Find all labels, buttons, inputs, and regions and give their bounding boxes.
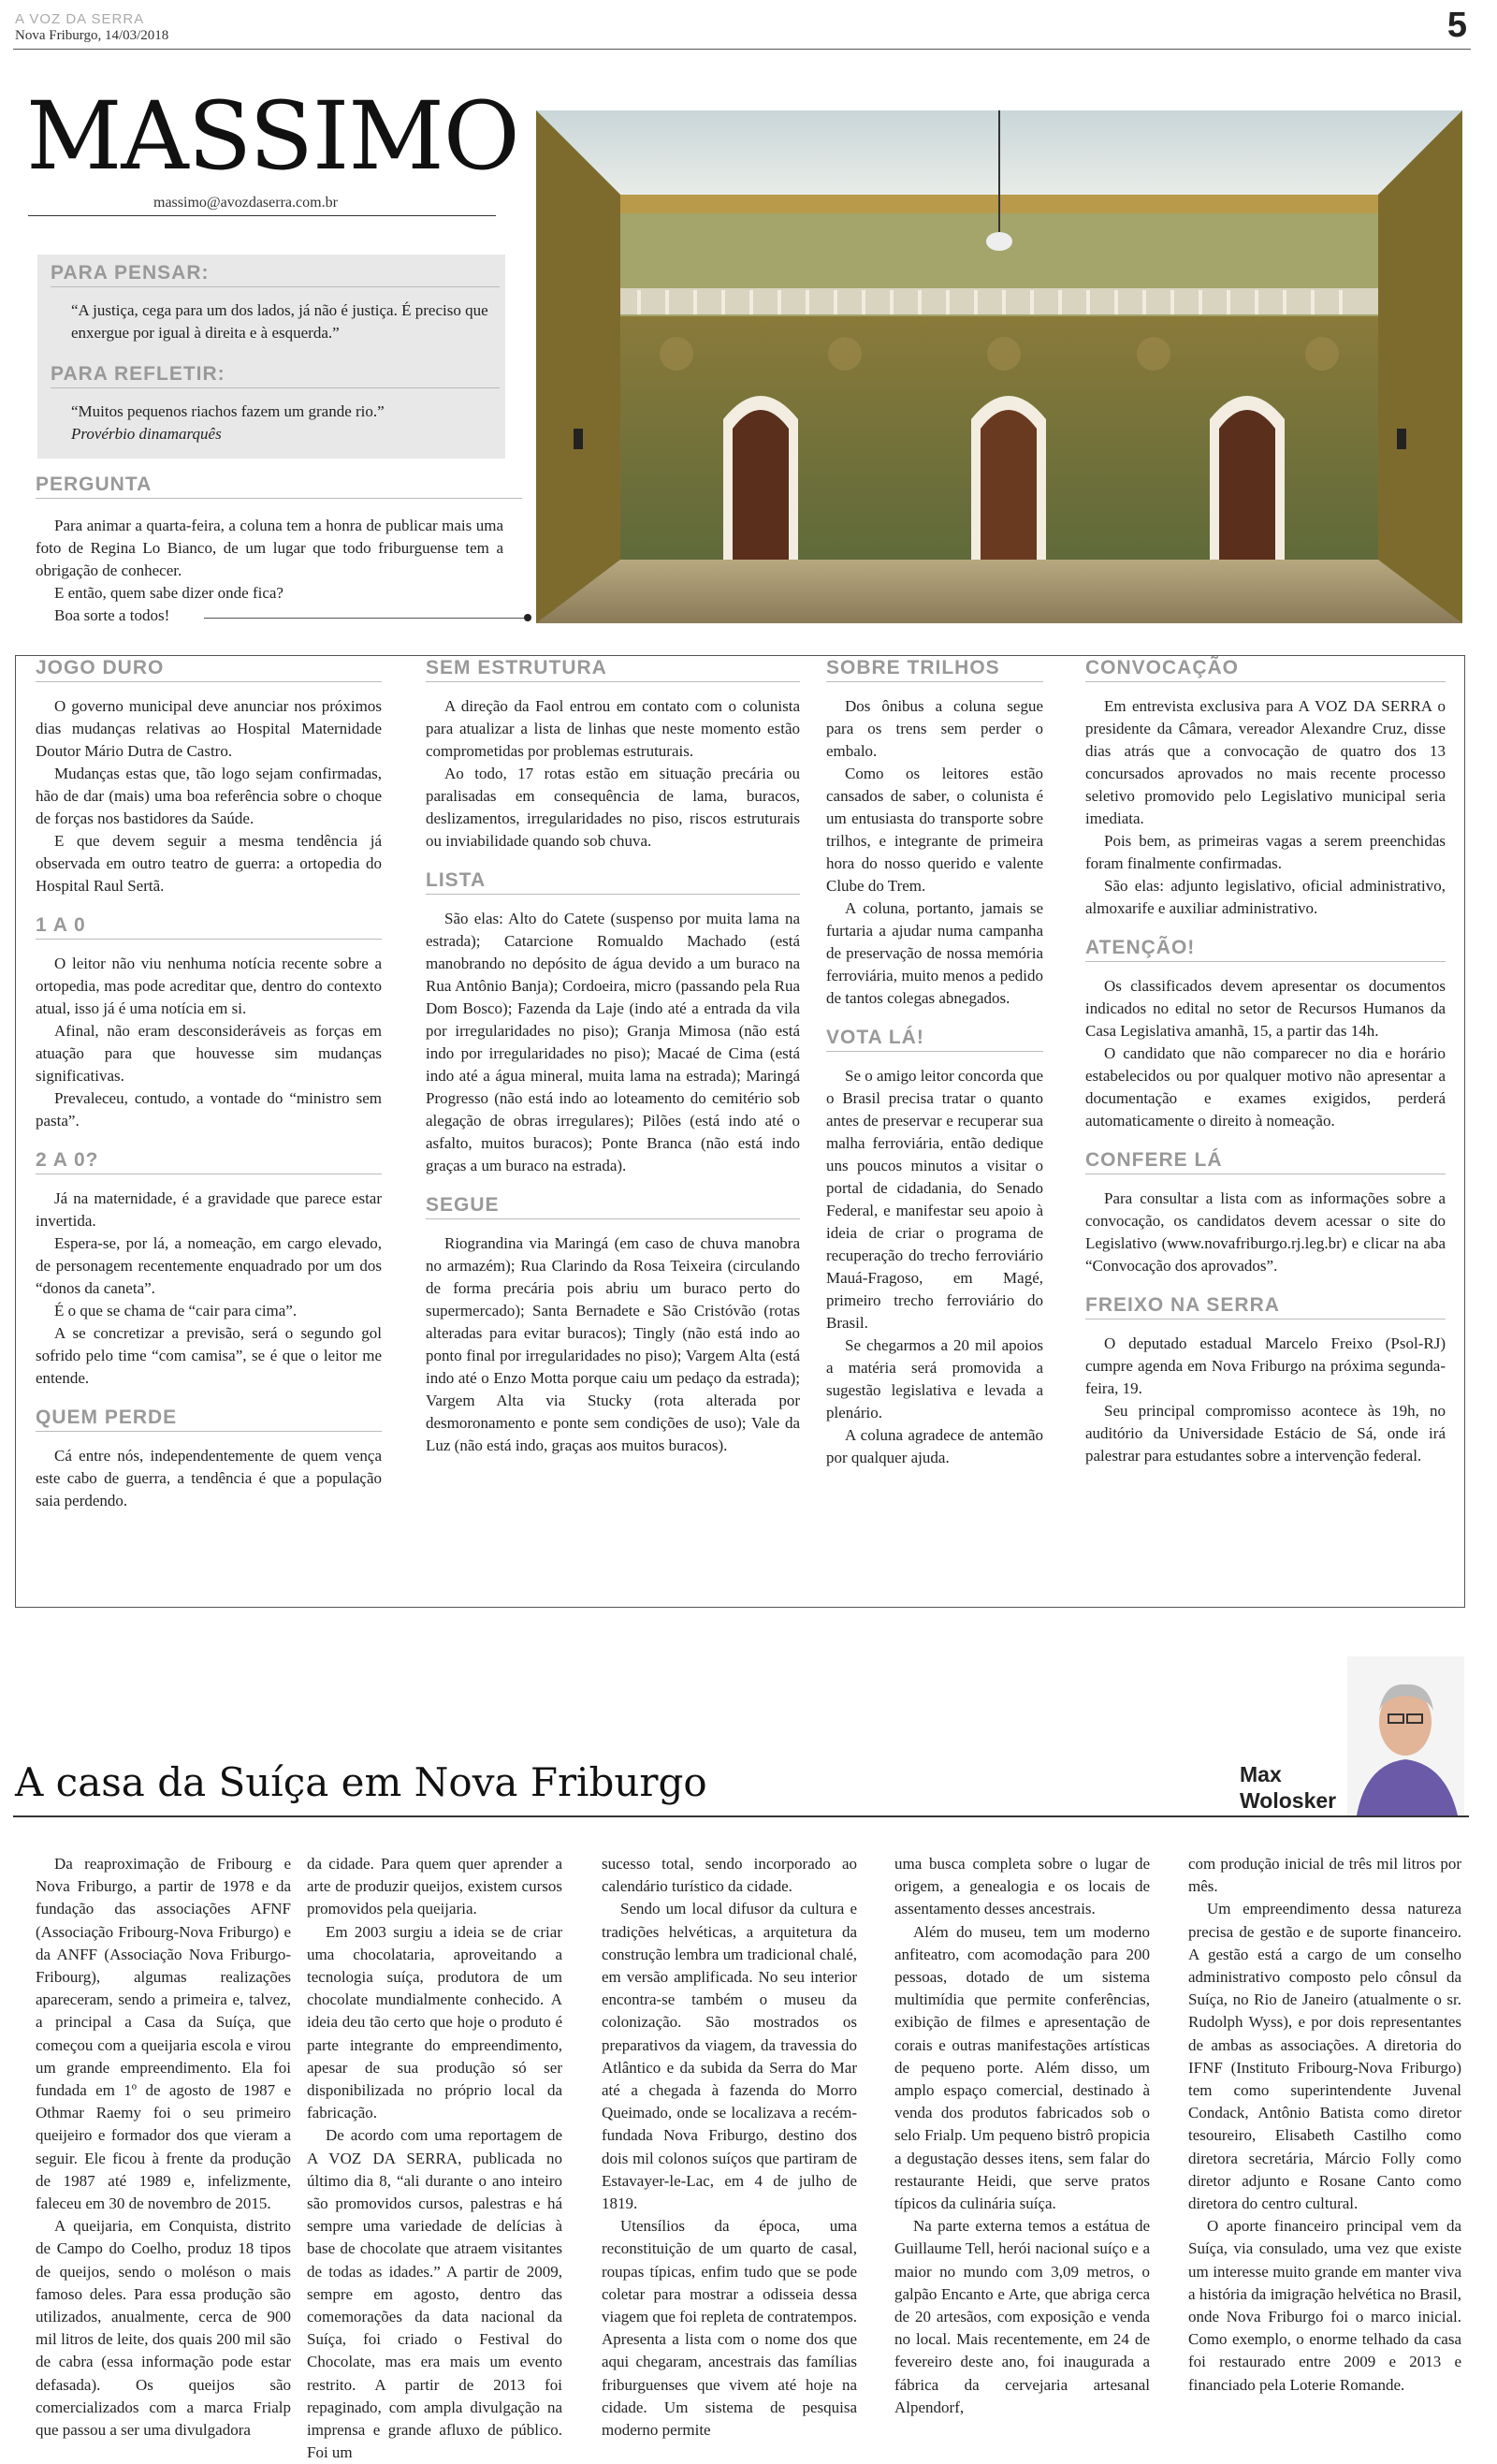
header-divider [13, 49, 1471, 50]
article-col-5 [1188, 1853, 1461, 2397]
title-divider [28, 215, 496, 216]
vota-la-heading: VOTA LÁ! [826, 1027, 1043, 1052]
article-col-2 [307, 1853, 562, 2464]
article-divider [13, 1815, 1469, 1817]
notes-col-1 [36, 657, 382, 1512]
dois-a-zero-heading: 2 A 0? [36, 1149, 382, 1174]
jogo-duro-p2: Mudanças estas que, tão logo sejam confirmadas, hão de dar (mais) uma boa referência sobre o choque de forças nos bastidores da Saúde. [36, 765, 382, 827]
vota-la-p1: Se o amigo leitor concorda que o Brasil precisa tratar o quanto antes de preservar e recuperar sua malha ferroviária, então dedique uns poucos minutos a visitar o portal de cidadania, do Senado Federal, e manifestar seu apoio à ideia de criar o programa de recuperação do trecho ferroviário Mauá-Fragoso, em Magé, primeiro trecho ferroviário do Brasil. [826, 1067, 1043, 1332]
column-title: MASSIMO [26, 81, 519, 191]
pointer-dot [524, 614, 531, 621]
article-author [1240, 1761, 1336, 1814]
article-c4-p3: Na parte externa temos a estátua de Guillaume Tell, herói nacional suíço e a maior no mundo com 3,09 metros, o galpão Encanto e Arte, que abriga cerca de 20 artesãos, com exposição e venda no local. Mais recentemente, em 24 de fevereiro deste ano, foi inaugurada a fábrica da cervejaria artesanal Alpendorf, [894, 2217, 1150, 2416]
article-c4-p1: uma busca completa sobre o lugar de origem, a genealogia e os locais de assentamento desses ancestrais. [894, 1855, 1150, 1918]
atencao-heading: ATENÇÃO! [1085, 937, 1446, 962]
article-c2-p1: da cidade. Para quem quer aprender a arte de produzir queijos, existem cursos promovidos pela queijaria. [307, 1855, 562, 1918]
article-c4-p2: Além do museu, tem um moderno anfiteatro, com acomodação para 200 pessoas, dotado de um sistema multimídia que permite conferências, exibição de filmes e apresentação de corais e outras manifestações artísticas de pequeno porte. Além disso, um amplo espaço comercial, destinado à venda dos produtos fabricados sob o selo Frialp. Um pequeno bistrô propicia a degustação desses itens, sem falar do restaurante Heidi, que serve pratos típicos da culinária suíça. [894, 1922, 1150, 2213]
jogo-duro-heading: JOGO DURO [36, 657, 382, 682]
freixo-p2: Seu principal compromisso acontece às 19h, no auditório da Universidade Estácio de Sá, onde irá palestrar para estudantes sobre a intervenção federal. [1085, 1402, 1446, 1465]
pergunta-question: E então, quem sabe dizer onde fica? [54, 584, 283, 602]
dois-a-zero-p4: A se concretizar a previsão, será o segundo gol sofrido pelo time “com camisa”, se é que o leitor me entende. [36, 1324, 382, 1387]
article-c5-p1: com produção inicial de três mil litros por mês. [1188, 1855, 1461, 1896]
article-c1-p1: Da reaproximação de Fribourg e Nova Friburgo, a partir de 1978 e da fundação das associações AFNF (Associação Fribourg-Nova Friburgo) e da ANFF (Associação Nova Friburgo-Fribourg), algumas realizações apareceram, sendo a primeira e, talvez, a principal a Casa da Suíça, que começou com a queijaria escola e virou um grande empreendimento. Ela foi fundada em 1º de agosto de 1987 e Othmar Raemy foi o seu primeiro queijeiro e formador dos que vieram a seguir. Ele ficou à frente da produção de 1987 até 1989 e, infelizmente, faleceu em 30 de novembro de 2015. [36, 1855, 291, 2213]
para-refletir-heading: PARA REFLETIR: [51, 363, 500, 388]
um-a-zero-p3: Prevaleceu, contudo, a vontade do “ministro sem pasta”. [36, 1089, 382, 1130]
pergunta-signoff: Boa sorte a todos! [54, 606, 170, 624]
notes-col-2 [426, 657, 800, 1457]
sem-estrutura-p1: A direção da Faol entrou em contato com o colunista para atualizar a lista de linhas que neste momento estão comprometidas por problemas estruturais. [426, 697, 800, 760]
article-c3-p2: Sendo um local difusor da cultura e tradições helvéticas, a arquitetura da construção lembra um tradicional chalé, em versão amplificada. No seu interior encontra-se também o museu da colonização. São mostrados os preparativos da viagem, da travessia do Atlântico e da subida da Serra do Mar até a chegada à fazenda do Morro Queimado, onde se localizava a recém-fundada Nova Friburgo, destino dos dois mil colonos suíços que partiram de Estavayer-le-Lac, em 4 de julho de 1819. [602, 1900, 857, 2213]
convocacao-p2: Pois bem, as primeiras vagas a serem preenchidas foram finalmente confirmadas. [1085, 832, 1446, 872]
author-last-name: Wolosker [1240, 1788, 1337, 1813]
sobre-trilhos-heading: SOBRE TRILHOS [826, 657, 1043, 682]
article-c3-p1: sucesso total, sendo incorporado ao calendário turístico da cidade. [602, 1855, 857, 1896]
lista-p1: São elas: Alto do Catete (suspenso por muita lama na estrada); Catarcione Romualdo Machado (está manobrando no depósito de água devido a um buraco na Rua Antônio Banja); Cordoeira, micro (passando pela Rua Dom Bosco); Fazenda da Laje (indo até a entrada da vila por irregularidades no piso); Granja Mimosa (não está indo por irregularidades no piso); Macaé de Cima (está indo até a água mineral, muita lama na estrada); Maringá Progresso (não está indo ao loteamento do cemitério sob alegação de obras irregulares); Pilões (está indo até o asfalto, muitos buracos); Ponte Branca (não está indo graças a um buraco na estrada). [426, 910, 800, 1174]
freixo-heading: FREIXO NA SERRA [1085, 1294, 1446, 1319]
segue-p1: Riograndina via Maringá (em caso de chuva manobra no armazém); Rua Clarindo da Rosa Teixeira (circulando de forma precária pois abriu um buraco perto do supermercado); Santa Bernadete e São Cristóvão (rotas alteradas para evitar buracos); Tingly (não está indo ao ponto final por irregularidades no piso); Vargem Alta (está indo até o Enzo Motta porque caiu um pedaço da estrada); Vargem Alta via Stucky (rota alterada por desmoronamento e ponte sem condições de uso); Vale da Luz (não está indo, graças aos muitos buracos). [426, 1234, 800, 1454]
article-c2-p3: De acordo com uma reportagem de A VOZ DA SERRA, publicada no último dia 8, “ali durante o ano inteiro são promovidos cursos, palestras e há sempre uma variedade de delícias à base de chocolate que atraem visitantes de todas as idades.” A partir de 2009, sempre em agosto, dentro das comemorações da data nacional da Suíça, foi criado o Festival do Chocolate, mas era mais um evento restrito. A partir de 2013 foi repaginado, com ampla divulgação na imprensa e grande afluxo de público. Foi um [307, 2126, 562, 2462]
um-a-zero-p2: Afinal, não eram desconsideráveis as forças em atuação para que houvesse sim mudanças significativas. [36, 1022, 382, 1085]
article-c2-p2: Em 2003 surgiu a ideia se de criar uma chocolataria, aproveitando a tecnologia suíça, produtora de um chocolate mundialmente conhecido. A ideia deu tão certo que hoje o produto é parte integrante do empreendimento, apesar de sua produção só ser disponibilizada no próprio local da fabricação. [307, 1922, 562, 2122]
lista-heading: LISTA [426, 869, 800, 895]
pergunta-heading: PERGUNTA [36, 474, 522, 499]
sem-estrutura-p2: Ao todo, 17 rotas estão em situação precária ou paralisadas em consequência de lama, buracos, deslizamentos, irregularidades no piso, riscos estruturais ou inviabilidade quando sob chuva. [426, 765, 800, 850]
column-email[interactable]: massimo@avozdaserra.com.br [153, 195, 338, 211]
para-refletir-quote: “Muitos pequenos riachos fazem um grande rio.” [71, 402, 385, 420]
author-photo [1347, 1656, 1464, 1815]
article-col-3 [602, 1853, 857, 2442]
article-title: A casa da Suíça em Nova Friburgo [15, 1759, 707, 1805]
jogo-duro-p1: O governo municipal deve anunciar nos próximos dias mudanças relativas ao Hospital Maternidade Doutor Mário Dutra de Castro. [36, 697, 382, 760]
sem-estrutura-heading: SEM ESTRUTURA [426, 657, 800, 682]
jogo-duro-p3: E que devem seguir a mesma tendência já observada em outro teatro de guerra: a ortopedia do Hospital Raul Sertã. [36, 832, 382, 895]
convocacao-p3: São elas: adjunto legislativo, oficial administrativo, almoxarife e auxiliar administrativo. [1085, 877, 1446, 917]
pergunta-pointer-line [204, 618, 527, 619]
confere-la-heading: CONFERE LÁ [1085, 1149, 1446, 1174]
hall-photo [536, 110, 1462, 623]
para-pensar-quote: “A justiça, cega para um dos lados, já não é justiça. É preciso que enxergue por igual à direita e à esquerda.” [71, 301, 488, 342]
sobre-trilhos-p2: Como os leitores estão cansados de saber, o colunista é um entusiasta do transporte sobre trilhos, e integrante de primeira hora do nosso querido e valente Clube do Trem. [826, 765, 1043, 895]
author-portrait [1347, 1656, 1464, 1815]
notes-col-4 [1085, 657, 1446, 1467]
pergunta-paragraph: Para animar a quarta-feira, a coluna tem a honra de publicar mais uma foto de Regina Lo Bianco, de um lugar que todo friburguense tem a obrigação de conhecer. [36, 517, 503, 579]
confere-la-p1: Para consultar a lista com as informações sobre a convocação, os candidatos devem acessar o site do Legislativo (www.novafriburgo.rj.leg.br) e clicar na aba “Convocação dos aprovados”. [1085, 1189, 1446, 1275]
author-first-name: Max [1240, 1762, 1282, 1786]
pergunta-text [36, 515, 503, 627]
ornate-hall-illustration [536, 110, 1462, 623]
article-col-4 [894, 1853, 1150, 2419]
article-c3-p3: Utensílios da época, uma reconstituição de um quarto de casal, roupas típicas, enfim tudo que se pode coletar para mostrar a odisseia dessa viagem que foi repleta de contratempos. Apresenta a lista com o nome dos que aqui chegaram, ancestrais das famílias friburguenses que vivem até hoje na cidade. Um sistema de pesquisa moderno permite [602, 2217, 857, 2440]
newspaper-name: A VOZ DA SERRA [15, 11, 145, 27]
article-c1-p2: A queijaria, em Conquista, distrito de Campo do Coelho, produz 18 tipos de queijos, sendo o moléson o mais famoso deles. Para essa produção são utilizados, anualmente, cerca de 900 mil litros de leite, dos quais 200 mil são de cabra (essa informação pode estar defasada). Os queijos são comercializados com a marca Frialp que passou a ser uma divulgadora [36, 2217, 291, 2440]
segue-heading: SEGUE [426, 1194, 800, 1219]
vota-la-p2: Se chegarmos a 20 mil apoios a matéria será promovida a sugestão legislativa e levada a plenário. [826, 1336, 1043, 1422]
atencao-p2: O candidato que não comparecer no dia e horário estabelecidos ou por qualquer motivo não apresentar a documentação e exames exigidos, perderá automaticamente o direito à nomeação. [1085, 1044, 1446, 1130]
sobre-trilhos-p3: A coluna, portanto, jamais se furtaria a ajudar numa campanha de preservação de nossa memória ferroviária, muito menos a pedido de tantos colegas abnegados. [826, 899, 1043, 1007]
page-number: 5 [1446, 6, 1467, 45]
sobre-trilhos-p1: Dos ônibus a coluna segue para os trens sem perder o embalo. [826, 697, 1043, 760]
um-a-zero-p1: O leitor não viu nenhuma notícia recente sobre a ortopedia, mas pode acreditar que, dentro do contexto atual, isso já é uma notícia em si. [36, 955, 382, 1017]
um-a-zero-heading: 1 A 0 [36, 914, 382, 940]
quem-perde-heading: QUEM PERDE [36, 1407, 382, 1432]
article-c5-p2: Um empreendimento dessa natureza precisa de gestão e de suporte financeiro. A gestão está a cargo de um conselho administrativo composto pelo cônsul da Suíça, no Rio de Janeiro (atualmente o sr. Rudolph Wyss), e por dois representantes de ambas as associações. A diretoria do IFNF (Instituto Fribourg-Nova Friburgo) tem como superintendente Juvenal Condack, Antônio Batista como diretor tesoureiro, Elisabeth Castilho como diretora secretária, Márcio Folly como diretor adjunto e Rosane Canto como diretora do centro cultural. [1188, 1900, 1461, 2213]
vota-la-p3: A coluna agradece de antemão por qualquer ajuda. [826, 1426, 1043, 1466]
notes-col-3 [826, 657, 1043, 1469]
dois-a-zero-p2: Espera-se, por lá, a nomeação, em cargo elevado, de personagem recentemente enquadrado por um dos “donos da caneta”. [36, 1234, 382, 1297]
article-c5-p3: O aporte financeiro principal vem da Suíça, via consulado, uma vez que existe um interesse muito grande em manter viva a história da imigração helvética no Brasil, onde Nova Friburgo foi o marco inicial. Como exemplo, o enorme telhado da casa foi restaurado entre 2009 e 2013 e financiado pela Loterie Romande. [1188, 2217, 1461, 2394]
dois-a-zero-p3: É o que se chama de “cair para cima”. [54, 1302, 298, 1319]
edition-date: Nova Friburgo, 14/03/2018 [15, 28, 169, 43]
convocacao-p1: Em entrevista exclusiva para A VOZ DA SERRA o presidente da Câmara, vereador Alexandre Cruz, disse dias atrás que a convocação de quatro dos 13 concursados aprovados no mais recente processo seletivo promovido pelo Legislativo municipal seria imediata. [1085, 697, 1446, 827]
freixo-p1: O deputado estadual Marcelo Freixo (Psol-RJ) cumpre agenda em Nova Friburgo na próxima segunda-feira, 19. [1085, 1334, 1446, 1397]
dois-a-zero-p1: Já na maternidade, é a gravidade que parece estar invertida. [36, 1189, 382, 1230]
article-col-1 [36, 1853, 291, 2442]
para-pensar-heading: PARA PENSAR: [51, 262, 500, 287]
quem-perde-p1: Cá entre nós, independentemente de quem vença este cabo de guerra, a tendência é que a população saia perdendo. [36, 1447, 382, 1509]
convocacao-heading: CONVOCAÇÃO [1085, 657, 1446, 682]
para-refletir-source: Provérbio dinamarquês [71, 425, 222, 443]
atencao-p1: Os classificados devem apresentar os documentos indicados no edital no setor de Recursos Humanos da Casa Legislativa amanhã, 15, a partir das 14h. [1085, 977, 1446, 1040]
